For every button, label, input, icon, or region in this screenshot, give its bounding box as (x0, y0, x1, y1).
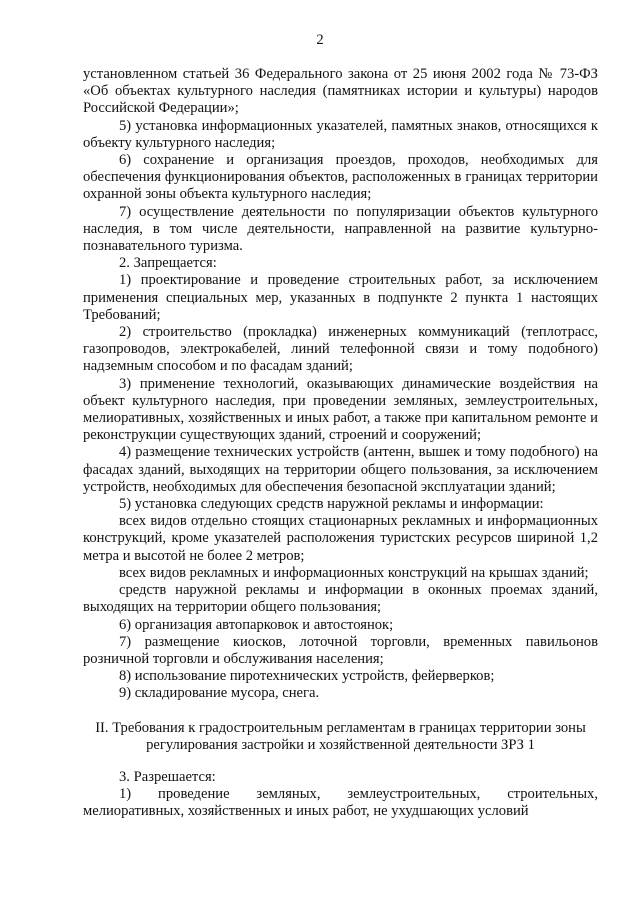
paragraph-item-7: 7) осуществление деятельности по популяризации объектов культурного наследия, в том числе деятельности, направленной на развитие культурно-познавательного туризма. (83, 203, 598, 255)
paragraph-continuation: установленном статьей 36 Федерального закона от 25 июня 2002 года № 73-ФЗ «Об объектах культурного наследия (памятниках истории и культуры) народов Российской Федерации»; (83, 66, 598, 117)
prohibited-item-8: 8) использование пиротехнических устройств, фейерверков; (119, 668, 495, 685)
prohibited-item-9: 9) складирование мусора, снега. (119, 685, 320, 702)
prohibited-item-3: 3) применение технологий, оказывающих динамические воздействия на объект культурного наследия, при проведении земляных, землеустроительных, мелиоративных, хозяйственных и иных работ, а также при капитальном ремонте и реконструкции существующих зданий, строений и сооружений; (83, 375, 598, 444)
prohibited-item-7: 7) размещение киосков, лоточной торговли, временных павильонов розничной торговли и обслуживания населения; (83, 633, 598, 667)
clause-2-prohibited: 2. Запрещается: (119, 255, 217, 272)
prohibited-subitem-windows: средств наружной рекламы и информации в оконных проемах зданий, выходящих на территории общего пользования; (83, 582, 598, 616)
prohibited-item-2: 2) строительство (прокладка) инженерных коммуникаций (теплотрасс, газопроводов, электрокабелей, линий телефонной связи и тому подобного) надземным способом и по фасадам зданий; (83, 324, 598, 375)
permitted-item-1: 1) проведение земляных, землеустроительных, строительных, мелиоративных, хозяйственных и иных работ, не ухудшающих условий (83, 786, 598, 820)
section-heading: II. Требования к градостроительным регламентам в границах территории зоны регулирования застройки и хозяйственной деятельности ЗРЗ 1 (95, 719, 586, 753)
prohibited-subitem-roofs: всех видов рекламных и информационных конструкций на крышах зданий; (119, 564, 589, 581)
paragraphs-after-heading (83, 769, 598, 821)
paragraphs-before-heading (83, 66, 598, 703)
prohibited-item-1: 1) проектирование и проведение строительных работ, за исключением применения специальных мер, указанных в подпункте 2 пункта 1 настоящих Требований; (83, 272, 598, 323)
paragraph-item-6: 6) сохранение и организация проездов, проходов, необходимых для обеспечения функционирования объектов, расположенных в границах территории охранной зоны объекта культурного наследия; (83, 152, 598, 203)
clause-3-permitted: 3. Разрешается: (119, 768, 216, 785)
prohibited-subitem-standalone: всех видов отдельно стоящих стационарных рекламных и информационных конструкций, кроме указателей расположения туристских ресурсов шириной 1,2 метра и высотой не более 2 метров; (83, 513, 598, 564)
spacer (83, 703, 598, 720)
page-number: 2 (316, 32, 324, 48)
prohibited-item-5: 5) установка следующих средств наружной рекламы и информации: (119, 496, 544, 513)
prohibited-item-6: 6) организация автопарковок и автостоянок; (119, 616, 394, 633)
prohibited-item-4: 4) размещение технических устройств (антенн, вышек и тому подобного) на фасадах зданий, выходящих на территории общего пользования, за исключением устройств, необходимых для обеспечения безопасной эксплуатации зданий; (83, 444, 598, 495)
paragraph-item-5: 5) установка информационных указателей, памятных знаков, относящихся к объекту культурного наследия; (83, 117, 598, 151)
spacer (83, 754, 598, 769)
document-body (83, 66, 598, 821)
